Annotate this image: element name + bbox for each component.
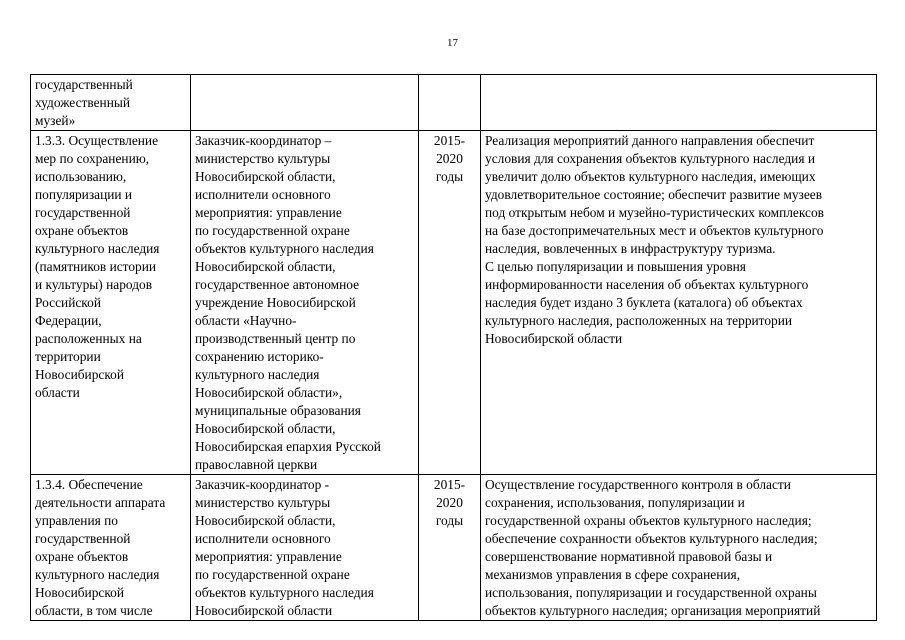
executor-cell <box>191 75 419 131</box>
executor-cell: Заказчик-координатор – министерство культуры Новосибирской области, исполнители основного мероприятия: управление по государственной охране объектов культурного наследия Новосибирской области, государственное автономное учреждение Новосибирской области «Научно- производственный центр по сохранению историко- культурного наследия Новосибирской области», муниципальные образования Новосибирской области, Новосибирская епархия Русской православной церкви <box>191 131 419 475</box>
page-number: 17 <box>447 37 458 49</box>
table-row <box>31 75 877 131</box>
measure-cell: 1.3.4. Обеспечение деятельности аппарата управления по государственной охране объектов культурного наследия Новосибирской области, в том числе <box>31 475 191 621</box>
table-row <box>31 475 877 621</box>
table-row <box>31 131 877 475</box>
period-cell <box>419 75 481 131</box>
result-cell: Реализация мероприятий данного направления обеспечит условия для сохранения объектов культурного наследия и увеличит долю объектов культурного наследия, имеющих удовлетворительное состояние; обеспечит развитие музеев под открытым небом и музейно-туристических комплексов на базе достопримечательных мест и объектов культурного наследия, вовлеченных в инфраструктуру туризма. С целью популяризации и повышения уровня информированности населения об объектах культурного наследия будет издано 3 буклета (каталога) об объектах культурного наследия, расположенных на территории Новосибирской области <box>481 131 877 475</box>
result-cell: Осуществление государственного контроля в области сохранения, использования, популяризации и государственной охраны объектов культурного наследия; обеспечение сохранности объектов культурного наследия; совершенствование нормативной правовой базы и механизмов управления в сфере сохранения, использования, популяризации и государственной охраны объектов культурного наследия; организация мероприятий <box>481 475 877 621</box>
executor-cell: Заказчик-координатор - министерство культуры Новосибирской области, исполнители основного мероприятия: управление по государственной охране объектов культурного наследия Новосибирской области <box>191 475 419 621</box>
period-cell: 2015- 2020 годы <box>419 131 481 475</box>
measures-table <box>30 74 877 621</box>
measure-cell: государственный художественный музей» <box>31 75 191 131</box>
measure-cell: 1.3.3. Осуществление мер по сохранению, использованию, популяризации и государственной охране объектов культурного наследия (памятников истории и культуры) народов Российской Федерации, расположенных на территории Новосибирской области <box>31 131 191 475</box>
period-cell: 2015- 2020 годы <box>419 475 481 621</box>
result-cell <box>481 75 877 131</box>
